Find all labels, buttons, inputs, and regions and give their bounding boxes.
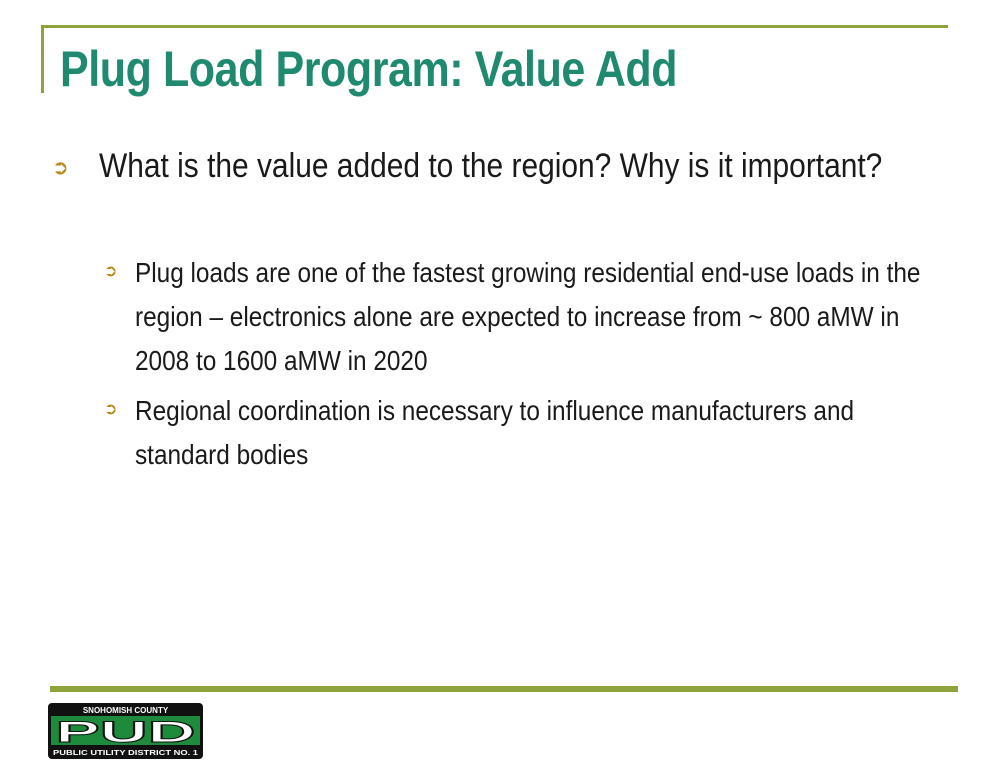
title-frame-top-line [41, 25, 948, 28]
bullet-level2-text: Plug loads are one of the fastest growing residential end-use loads in the region – electronics alone are expected to increase from ~ 800 aMW in 2008 to 1600 aMW in 2020 [135, 257, 921, 376]
bullet-level2-text: Regional coordination is necessary to influence manufacturers and standard bodies [135, 395, 855, 470]
bullet-level2 [104, 251, 984, 383]
bullet-level1-text: What is the value added to the region? Why is it important? [99, 147, 883, 185]
logo-main-text: PUD [55, 716, 196, 749]
footer-divider [50, 686, 958, 692]
title-frame-left-line [41, 25, 44, 93]
snohomish-pud-logo [48, 703, 203, 759]
circled-arrow-right-icon: ➲ [52, 157, 69, 179]
logo-top-text: SNOHOMISH COUNTY [82, 706, 169, 715]
circled-arrow-right-icon: ➲ [104, 263, 118, 280]
bullet-level1 [52, 145, 932, 188]
circled-arrow-right-icon: ➲ [104, 401, 118, 418]
logo-bottom-text: PUBLIC UTILITY DISTRICT NO. 1 [53, 750, 199, 757]
slide-title: Plug Load Program: Value Add [60, 41, 678, 97]
bullet-level2 [104, 389, 984, 477]
